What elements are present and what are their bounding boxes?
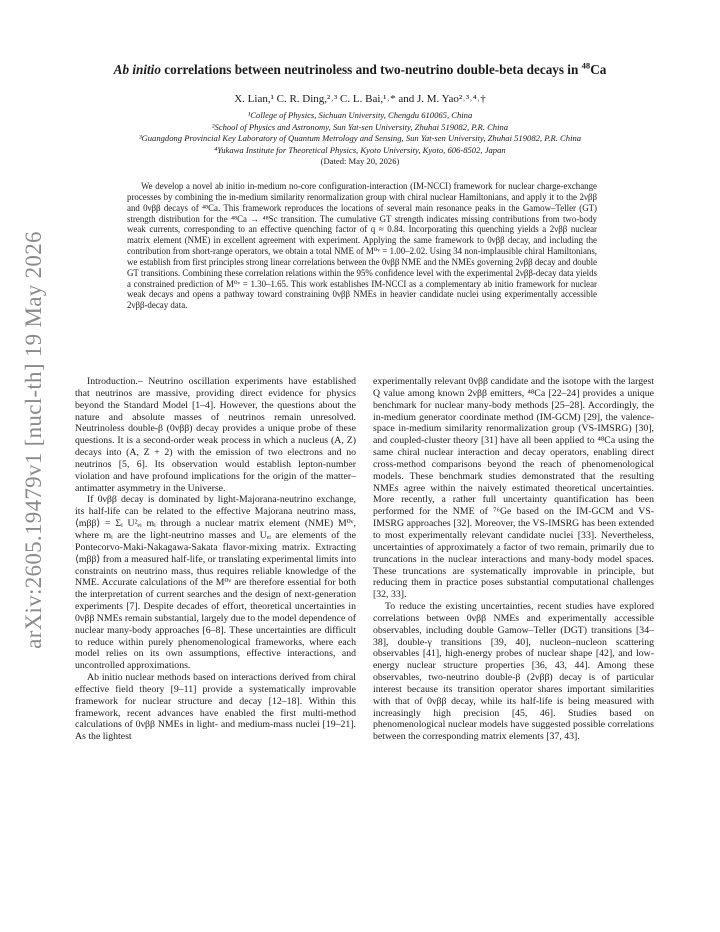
title-mass-number: 48 [581, 60, 591, 71]
affiliations [0, 110, 720, 168]
abstract [127, 181, 597, 311]
paragraph: Introduction.– Neutrino oscillation experiments have established that neutrinos are massive, providing direct evidence for physics beyond the Standard Model [1–4]. However, the questions about the nature and absolute masses of neutrinos remain unresolved. Neutrinoless double-β (0νββ) decay provides a unique probe of these questions. It is a second-order weak process in which a nucleus (A, Z) decays into (A, Z + 2) with the emission of two electrons and no neutrinos [5, 6]. Its observation would establish lepton-number violation and have profound implications for the origin of the matter–antimatter asymmetry in the Universe. [75, 376, 356, 494]
body-column-left [75, 376, 356, 743]
date-line: (Dated: May 20, 2026) [320, 156, 400, 167]
author-list: X. Lian,¹ C. R. Ding,²˒³ C. L. Bai,¹˒* and J. M. Yao²˒³˒⁴˒† [234, 93, 486, 105]
paragraph: If 0νββ decay is dominated by light-Majorana-neutrino exchange, its half-life can be related to the effective Majorana neutrino mass, ⟨mββ⟩ = Σᵢ U²ₑᵢ mᵢ through a nuclear matrix element (NME) M⁰ᵛ, where mᵢ are the light-neutrino masses and Uₑᵢ are elements of the Pontecorvo-Maki-Nakagawa-Sakata flavor-mixing matrix. Extracting ⟨mββ⟩ from a measured half-life, or translating experimental limits into constraints on neutrino mass, thus requires reliable knowledge of the NME. Accurate calculations of the M⁰ᵛ are therefore essential for both the interpretation of current searches and the design of next-generation experiments [7]. Despite decades of effort, theoretical uncertainties in 0νββ NMEs remain substantial, largely due to the model dependence of nuclear many-body approaches [6–8]. These uncertainties are difficult to reduce within purely phenomenological frameworks, where each model relies on its own assumptions, effective interactions, and uncontrolled approximations. [75, 494, 356, 672]
affiliation: ³Guangdong Provincial Key Laboratory of Quantum Metrology and Sensing, Sun Yat-sen University, Zhuhai 519082, P.R. China [138, 133, 582, 144]
paragraph: Ab initio nuclear methods based on interactions derived from chiral effective field theory [9–11] provide a systematically improvable framework for nuclear structure and decay [12–18]. Within this framework, recent advances have enabled the first multi-method calculations of 0νββ NMEs in light- and medium-mass nuclei [19–21]. As the lightest [75, 672, 356, 743]
arxiv-identifier: arXiv:2605.19479v1 [nucl-th] 19 May 2026 [21, 231, 46, 649]
paragraph: experimentally relevant 0νββ candidate and the isotope with the largest Q value among known 2νββ emitters, ⁴⁸Ca [22–24] provides a unique benchmark for nuclear many-body methods [25–28]. Accordingly, the in-medium generator coordinate method (IM-GCM) [29], the valence-space in-medium similarity renormalization group (VS-IMSRG) [30], and coupled-cluster theory [31] have all been applied to ⁴⁸Ca using the same chiral nuclear interaction and decay operators, enabling direct cross-method comparisons beyond the reach of phenomenological models. These benchmark studies demonstrated that the resulting NMEs agree within the naively estimated theoretical uncertainties. More recently, a rather full uncertainty quantification has been performed for the NME of ⁷⁶Ge based on the IM-GCM and VS-IMSRG approaches [32]. Moreover, the VS-IMSRG has been extended to most experimentally relevant candidate nuclei [33]. Nevertheless, uncertainties of approximately a factor of two remain, primarily due to truncations in the nuclear interactions and many-body model spaces. These truncations are systematically improvable in principle, but reducing them in practice poses substantial computational challenges [32, 33]. [373, 376, 654, 601]
title-element: Ca [590, 62, 607, 77]
affiliation: ¹College of Physics, Sichuan University, Chengdu 610065, China [247, 110, 473, 120]
paragraph: To reduce the existing uncertainties, recent studies have explored correlations between 0νββ NMEs and experimentally accessible observables, including double Gamow–Teller (DGT) transitions [34–38], double-γ transitions [39, 40], nucleon–nucleon scattering observables [41], high-energy probes of nuclear shape [42], and low-energy nuclear structure properties [36, 43, 44]. Among these observables, two-neutrino double-β (2νββ) decay is of particular interest because its transition operator shares important similarities with that of 0νββ decay, while its half-life is being measured with increasingly high precision [45, 46]. Studies based on phenomenological nuclear models have suggested possible correlations between the corresponding matrix elements [37, 43]. [373, 601, 654, 743]
arxiv-sidebar [14, 200, 54, 680]
abstract-text: We develop a novel ab initio in-medium no-core configuration-interaction (IM-NCCI) framework for nuclear charge-exchange processes by combining the in-medium similarity renormalization group with chiral nuclear Hamiltonians, and apply it to the 2νββ and 0νββ decays of ⁴⁸Ca. This framework reproduces the locations of several main resonance peaks in the Gamow–Teller (GT) strength distribution for the ⁴⁸Ca → ⁴⁸Sc transition. The cumulative GT strength indicates missing contributions from two-body weak currents, corresponding to an effective quenching factor of q ≈ 0.84. Incorporating this quenching yields a 2νββ nuclear matrix element (NME) in excellent agreement with experiment. Applying the same framework to 0νββ decay, and including the contribution from short-range operators, we obtain a total NME of M⁰ᵛ = 1.00–2.02. Using 34 non-implausible chiral Hamiltonians, we establish from first principles strong linear correlations between the 0νββ NME and the NMEs governing 2νββ decay and double GT transitions. Combining these correlation relations within the 95% confidence level with the experimental 2νββ-decay data yields a constrained prediction of M⁰ᵛ = 1.30–1.65. This work establishes IM-NCCI as a complementary ab initio framework for nuclear weak decays and opens a pathway toward constraining 0νββ NMEs in heavier candidate nuclei using experimentally accessible 2νββ-decay data. [127, 181, 597, 311]
title-main: correlations between neutrinoless and two-neutrino double-beta decays in [160, 62, 582, 77]
affiliation: ²School of Physics and Astronomy, Sun Yat-sen University, Zhuhai 519082, P.R. China [211, 121, 509, 132]
body-column-right [373, 376, 654, 743]
affiliation: ⁴Yukawa Institute for Theoretical Physics, Kyoto University, Kyoto, 606-8502, Japan [214, 144, 506, 155]
paper-title [0, 62, 720, 78]
title-italic: Ab initio [113, 62, 161, 77]
